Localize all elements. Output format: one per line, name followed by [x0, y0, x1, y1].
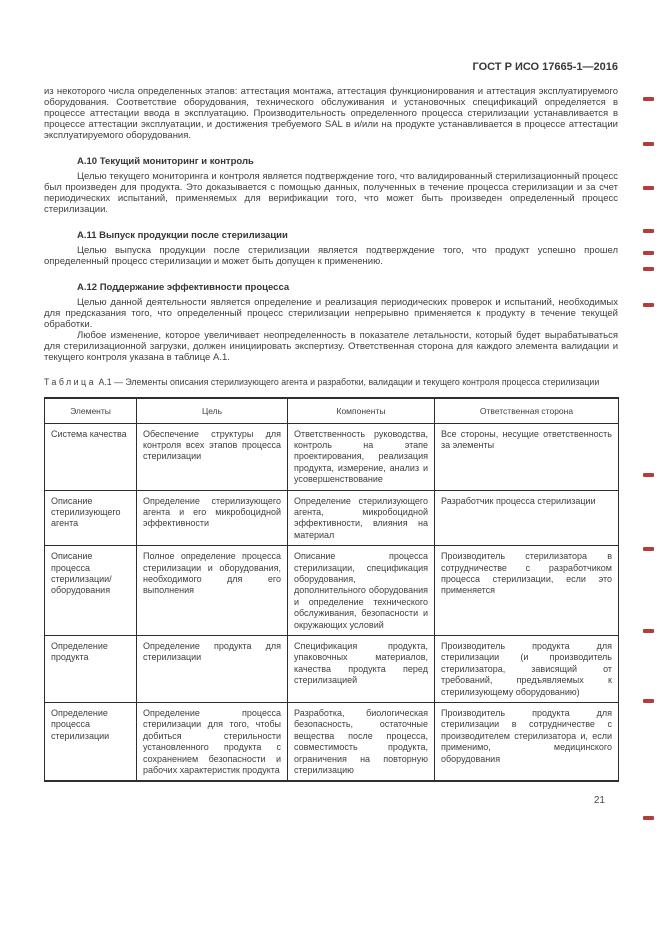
section-a10-title: А.10 Текущий мониторинг и контроль: [77, 156, 254, 167]
cell-components: Описание процесса стерилизации, спецификация оборудования, дополнительного оборудования и определение технического обслуживания, безопасности и окружающих условий: [288, 546, 435, 636]
change-mark: [643, 97, 654, 101]
section-a12-paragraph-2: Любое изменение, которое увеличивает неопределенность в показателе летальности, который будет вырабатываться для стерилизационной загрузки, должен инициировать экспертизу. Ответственная сторона для каждого элемента валидации и текущего контроля указана в таблице А.1.: [44, 330, 618, 363]
cell-element: Определение продукта: [45, 636, 137, 703]
change-mark: [643, 142, 654, 146]
column-header-goal: Цель: [137, 398, 288, 424]
change-mark: [643, 699, 654, 703]
table-header-row: [45, 398, 619, 424]
cell-element: Описание процесса стерилизации/ оборудования: [45, 546, 137, 636]
cell-components: Спецификация продукта, упаковочных материалов, качества продукта перед стерилизацией: [288, 636, 435, 703]
cell-element: Определение процесса стерилизации: [45, 703, 137, 782]
doc-code: ГОСТ Р ИСО 17665-1—2016: [472, 61, 618, 73]
intro-paragraph: из некоторого числа определенных этапов: аттестация монтажа, аттестация функционирования и аттестация эксплуатируемого оборудования. Соответствие оборудования, технического обслуживания и установочных спецификаций определяется в процессе аттестации ввода в эксплуатацию. Производительность определенного процесса стерилизации устанавливается в процессе аттестации эксплуатации, и достижения требуемого SAL в и/или на продукте устанавливается в процессе аттестации эксплуатируемого оборудования.: [44, 86, 618, 141]
change-mark: [643, 303, 654, 307]
column-header-elements: Элементы: [45, 398, 137, 424]
change-mark: [643, 251, 654, 255]
change-mark: [643, 186, 654, 190]
column-header-components: Компоненты: [288, 398, 435, 424]
cell-responsible: Все стороны, несущие ответственность за элементы: [435, 423, 619, 490]
cell-goal: Определение стерилизующего агента и его микробоцидной эффективности: [137, 490, 288, 546]
cell-components: Определение стерилизующего агента, микробоцидной эффективности, влияния на материал: [288, 490, 435, 546]
cell-goal: Определение продукта для стерилизации: [137, 636, 288, 703]
table-row: [45, 703, 619, 782]
cell-element: Система качества: [45, 423, 137, 490]
cell-goal: Полное определение процесса стерилизации и оборудования, необходимого для его выполнения: [137, 546, 288, 636]
cell-responsible: Разработчик процесса стерилизации: [435, 490, 619, 546]
section-a10-paragraph: Целью текущего мониторинга и контроля является подтверждение того, что валидированный стерилизационный процесс был произведен для продукта. Это доказывается с помощью данных, полученных в течение процесса стерилизации и за счет периодических испытаний, применяемых для верификации того, что может быть произведен определенный процесс стерилизации.: [44, 171, 618, 215]
section-a11-paragraph: Целью выпуска продукции после стерилизации является подтверждение того, что продукт успешно прошел определенный процесс стерилизации и может быть допущен к применению.: [44, 245, 618, 267]
section-a12-title: А.12 Поддержание эффективности процесса: [77, 282, 290, 293]
cell-responsible: Производитель стерилизатора в сотрудничестве с разработчиком процесса стерилизации, если это применяется: [435, 546, 619, 636]
cell-responsible: Производитель продукта для стерилизации (и производитель стерилизатора, зависящий от требований, предъявляемых к стерилизующему оборудованию): [435, 636, 619, 703]
cell-components: Разработка, биологическая безопасность, остаточные вещества после процесса, совместимость продукта, ограничения на повторную стерилизацию: [288, 703, 435, 782]
table-row: [45, 423, 619, 490]
section-a11-title: А.11 Выпуск продукции после стерилизации: [77, 230, 288, 241]
table-row: [45, 490, 619, 546]
cell-goal: Определение процесса стерилизации для того, чтобы добиться стерильности установленного продукта с сохранением безопасности и рабочих характеристик продукта: [137, 703, 288, 782]
cell-responsible: Производитель продукта для стерилизации в сотрудничестве с производителем стерилизатора и, если применимо, медицинского оборудования: [435, 703, 619, 782]
cell-element: Описание стерилизующего агента: [45, 490, 137, 546]
cell-goal: Обеспечение структуры для контроля всех этапов процесса стерилизации: [137, 423, 288, 490]
column-header-responsible: Ответственная сторона: [435, 398, 619, 424]
page-content: [44, 86, 618, 806]
table-row: [45, 546, 619, 636]
table-row: [45, 636, 619, 703]
change-mark: [643, 629, 654, 633]
document-header: [44, 60, 618, 74]
table-caption-ref: А.1 —: [98, 377, 123, 387]
table-caption-text: Элементы описания стерилизующего агента и разработки, валидации и текущего контроля процесса стерилизации: [125, 377, 600, 387]
page-number: 21: [593, 795, 605, 807]
table-caption-label: Таблица: [44, 377, 96, 387]
change-mark: [643, 547, 654, 551]
change-mark: [643, 267, 654, 271]
section-a12-paragraph-1: Целью данной деятельности является определение и реализация периодических проверок и испытаний, необходимых для предсказания того, что определенный процесс стерилизации непрерывно применяется к продукту в течение текущей обработки.: [44, 297, 618, 330]
cell-components: Ответственность руководства, контроль на этапе проектирования, реализация продукта, измерение, анализ и усовершенствование: [288, 423, 435, 490]
table-a1: [44, 397, 619, 783]
change-mark: [643, 229, 654, 233]
change-mark: [643, 473, 654, 477]
table-caption: [44, 377, 618, 388]
change-mark: [643, 816, 654, 820]
